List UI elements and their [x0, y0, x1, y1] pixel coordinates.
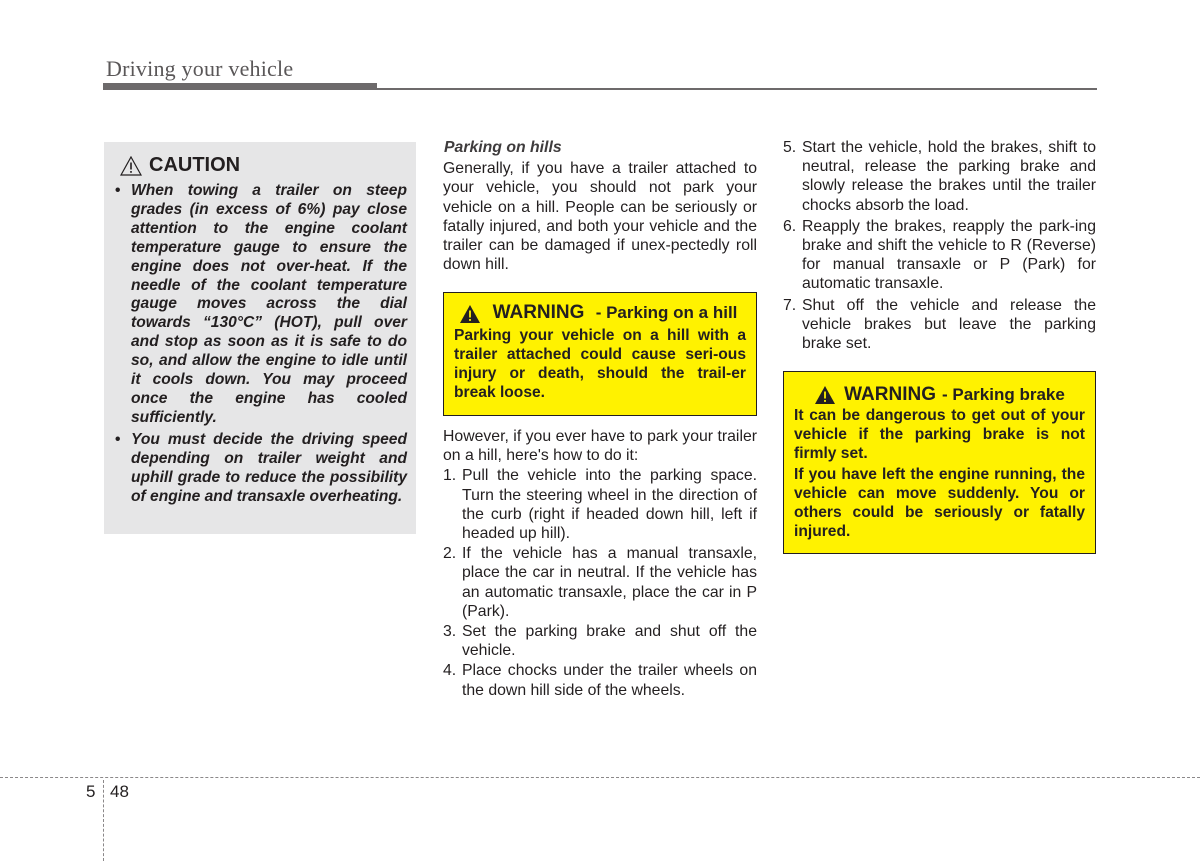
caution-item: • You must decide the driving speed depending on trailer weight and uphill grade to reduce the possibility of engine and transaxle overheating.	[114, 431, 407, 507]
steps-list	[443, 466, 757, 699]
steps-intro: However, if you ever have to park your trailer on a hill, here's how to do it:	[443, 428, 757, 465]
caution-list	[114, 182, 407, 506]
steps-list-continued	[783, 138, 1096, 353]
warning-subtitle: - Parking on a hill	[595, 303, 738, 323]
list-item: 3. Set the parking brake and shut off the vehicle.	[443, 623, 757, 660]
caution-heading	[120, 154, 407, 177]
caution-title: CAUTION	[149, 154, 241, 176]
list-item: 2. If the vehicle has a manual transaxle, place the car in neutral. If the vehicle has an automatic transaxle, place the car in P (Park).	[443, 545, 757, 620]
intro-paragraph: Generally, if you have a trailer attached to your vehicle, you should not park your vehicle on a hill. People can be seriously or fatally injured, and both your vehicle and the trailer can be damaged if unex-pectedly roll down hill.	[443, 160, 757, 274]
warning-box-parking-brake	[783, 371, 1096, 553]
list-item: 6. Reapply the brakes, reapply the park-ing brake and shift the vehicle to R (Reverse) for manual transaxle or P (Park) for automatic transaxle.	[783, 217, 1096, 293]
warning-triangle-icon	[814, 385, 836, 405]
warning-heading	[794, 385, 1085, 405]
list-item: 5. Start the vehicle, hold the brakes, shift to neutral, release the parking brake and slowly release the brakes until the trailer chocks absorb the load.	[783, 139, 1096, 214]
warning-label: WARNING	[844, 383, 936, 405]
warning-body: If you have left the engine running, the vehicle can move suddenly. You or others could be seriously or fatally injured.	[794, 465, 1085, 540]
right-column	[783, 138, 1096, 554]
section-heading: Parking on hills	[444, 139, 562, 156]
warning-body: It can be dangerous to get out of your vehicle if the parking brake is not firmly set.	[794, 407, 1085, 463]
list-item: 7. Shut off the vehicle and release the vehicle brakes but leave the parking brake set.	[783, 296, 1096, 353]
header-rule	[103, 88, 1097, 90]
chapter-number: 5	[86, 782, 96, 801]
warning-subtitle: - Parking brake	[942, 384, 1065, 404]
page-header-title: Driving your vehicle	[106, 56, 294, 81]
caution-triangle-icon	[120, 156, 142, 176]
footer-divider	[103, 780, 104, 861]
warning-body: Parking your vehicle on a hill with a trailer attached could cause seri-ous injury or death, should the trail-er break loose.	[454, 327, 746, 402]
warning-heading	[454, 302, 746, 324]
list-item: 1. Pull the vehicle into the parking space. Turn the steering wheel in the direction of the curb (right if headed down hill, left if headed up hill).	[443, 467, 757, 543]
page-number: 48	[110, 782, 129, 801]
list-item: 4. Place chocks under the trailer wheels on the down hill side of the wheels.	[443, 662, 757, 699]
warning-box-parking-on-hill	[443, 292, 757, 416]
footer-rule	[0, 777, 1200, 778]
caution-box	[104, 142, 416, 534]
middle-column	[443, 138, 757, 701]
warning-triangle-icon	[459, 304, 481, 324]
caution-item: • When towing a trailer on steep grades (in excess of 6%) pay close attention to the engine coolant temperature gauge to ensure the engine does not over-heat. If the needle of the coolant temperature gauge moves across the dial towards “130°C” (HOT), pull over and stop as soon as it is safe to do so, and allow the engine to idle until it cools down. You may proceed once the engine has cooled sufficiently.	[114, 182, 407, 428]
warning-label: WARNING	[492, 302, 585, 324]
